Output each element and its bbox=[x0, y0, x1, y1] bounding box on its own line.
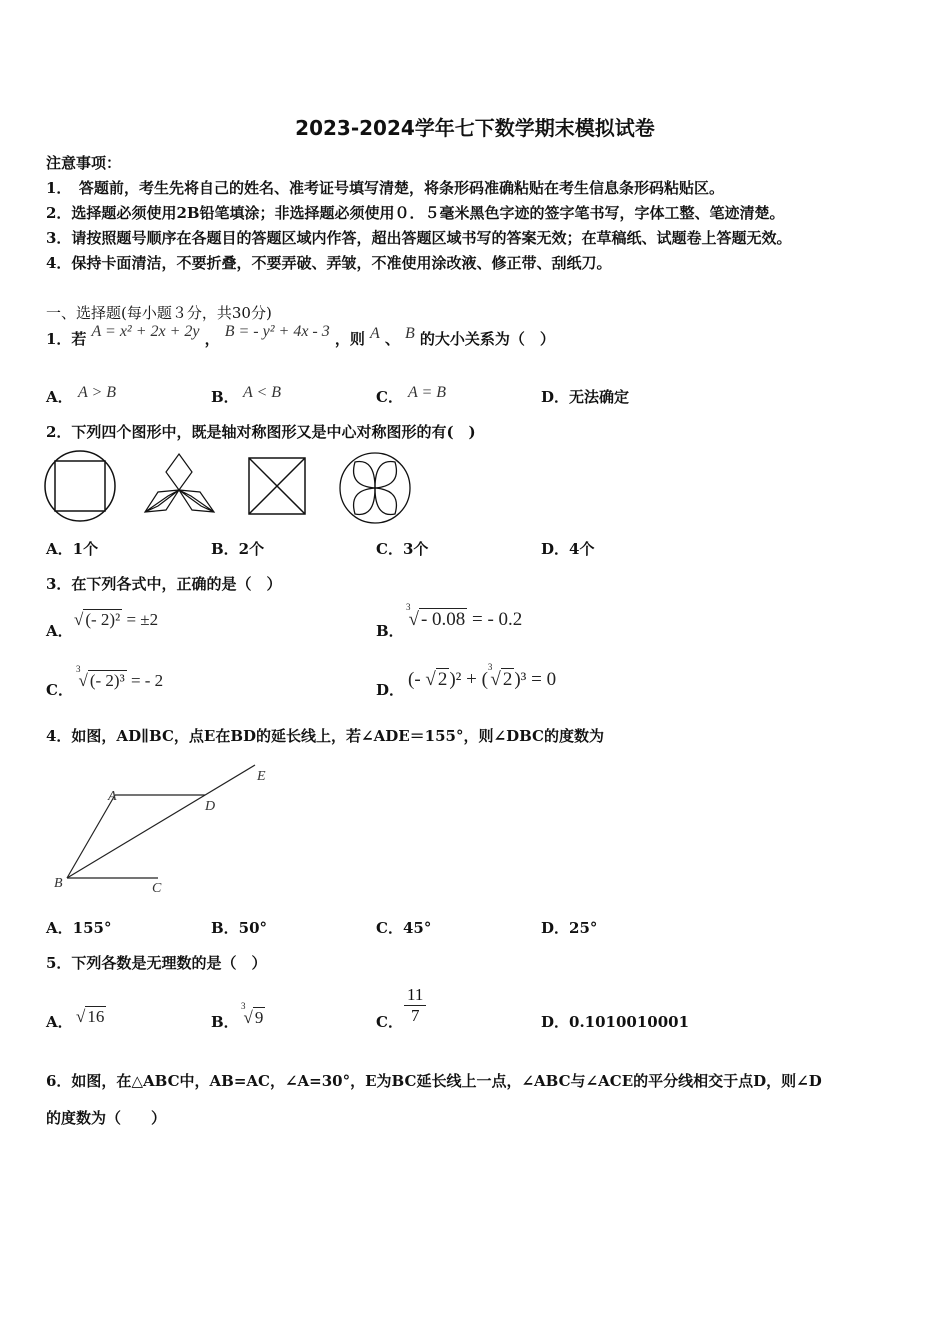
q5-b-radicand: 9 bbox=[254, 1008, 264, 1027]
q3-d-part1: (- bbox=[408, 669, 421, 690]
q1-option-a-label: A． bbox=[46, 388, 73, 406]
q4-figure bbox=[40, 760, 290, 900]
q5-b-index: 3 bbox=[241, 1001, 246, 1011]
line-be bbox=[67, 765, 255, 878]
q5-stem: 5．下列各数是无理数的是（ ） bbox=[46, 954, 267, 972]
q3-c-index: 3 bbox=[76, 664, 81, 674]
q1-option-a: A > B bbox=[78, 384, 117, 401]
label-a: A bbox=[108, 789, 117, 804]
label-d: D bbox=[205, 799, 216, 814]
q1-expr-a: A = x² + 2x + 2y bbox=[91, 323, 200, 340]
q1-option-c-label: C． bbox=[376, 388, 403, 406]
note-item: 4．保持卡面清洁，不要折叠，不要弄破、弄皱，不准使用涂改液、修正带、刮纸刀。 bbox=[46, 254, 612, 272]
q3-d-part4: + ( bbox=[466, 669, 488, 690]
q1-mid: ，则 bbox=[334, 330, 365, 348]
q3-option-a: √ (- 2)² = ±2 bbox=[74, 610, 159, 629]
q6-line1: 6．如图，在△ABC中，AB=AC，∠A=30°，E为BC延长线上一点，∠ABC与∠ACE的平分线相交于点D，则∠D bbox=[46, 1072, 822, 1090]
q3-b-radicand: - 0.08 bbox=[420, 609, 466, 630]
q5-a-radicand: 16 bbox=[87, 1007, 105, 1026]
q4-stem: 4．如图，AD∥BC，点E在BD的延长线上，若∠ADE＝155°，则∠DBC的度数为 bbox=[46, 727, 604, 745]
q1-number: 1．若 bbox=[46, 330, 87, 348]
q1-option-b-label: B． bbox=[211, 388, 239, 406]
q1-option-b: A < B bbox=[243, 384, 282, 401]
q3-b-rhs: = - 0.2 bbox=[472, 609, 523, 630]
note-item: 1． 答题前，考生先将自己的姓名、准考证号填写清楚，将条形码准确粘贴在考生信息条形码粘贴区。 bbox=[46, 179, 724, 197]
question-1 bbox=[46, 323, 555, 349]
q3-d-radicand1: 2 bbox=[437, 669, 448, 690]
q2-figures bbox=[40, 448, 430, 528]
q2-option-d: D．4个 bbox=[541, 540, 595, 558]
q3-label-d: D． bbox=[376, 681, 405, 699]
figure-square-diagonals bbox=[249, 458, 305, 514]
q5-label-c: C． bbox=[376, 1013, 403, 1031]
page-title: 2023-2024学年七下数学期末模拟试卷 bbox=[295, 116, 655, 140]
q3-a-radicand: (- 2)² bbox=[85, 610, 121, 629]
q3-c-rhs: = - 2 bbox=[130, 671, 164, 690]
q5-option-b: $^3$√ 9 bbox=[241, 1001, 264, 1027]
q3-option-b: $^3$√ - 0.08 = - 0.2 bbox=[406, 602, 523, 630]
q5-label-a: A． bbox=[46, 1013, 73, 1031]
q3-label-b: B． bbox=[376, 622, 404, 640]
q5-option-c bbox=[404, 985, 426, 1026]
q1-expr-b: B = - y² + 4x - 3 bbox=[224, 323, 330, 340]
q3-d-radicand2: 2 bbox=[502, 669, 513, 690]
q3-d-part3: )² bbox=[449, 669, 462, 690]
label-b: B bbox=[54, 876, 63, 891]
q5-option-a: √ 16 bbox=[76, 1007, 105, 1026]
figure-three-rhombi bbox=[145, 454, 214, 512]
section-heading: 一、选择题(每小题３分，共30分) bbox=[46, 304, 272, 322]
q3-d-index: 3 bbox=[487, 662, 493, 672]
q2-option-c: C．3个 bbox=[376, 540, 429, 558]
q1-var-b: B bbox=[404, 325, 415, 342]
q1-var-a: A bbox=[369, 325, 380, 342]
q4-option-b: B．50° bbox=[211, 919, 268, 937]
label-c: C bbox=[152, 881, 162, 896]
note-item: 2．选择题必须使用2B铅笔填涂；非选择题必须使用０．５毫米黑色字迹的签字笔书写，字体工整、笔迹清楚。 bbox=[46, 204, 785, 222]
q4-option-a: A．155° bbox=[46, 919, 112, 937]
q3-d-rhs: = 0 bbox=[531, 669, 557, 690]
q4-option-d: D．25° bbox=[541, 919, 598, 937]
q6-line2: 的度数为（ ） bbox=[46, 1109, 167, 1127]
q3-label-a: A． bbox=[46, 622, 73, 640]
label-e: E bbox=[257, 769, 266, 784]
q5-option-d: D．0.1010010001 bbox=[541, 1013, 690, 1031]
note-item: 3．请按照题号顺序在各题目的答题区域内作答，超出答题区域书写的答案无效；在草稿纸、试题卷上答题无效。 bbox=[46, 229, 792, 247]
q1-option-c: A = B bbox=[408, 384, 447, 401]
line-ba bbox=[67, 795, 115, 878]
q5-c-numerator: 11 bbox=[404, 985, 426, 1006]
q3-option-c: $^3$√ (- 2)³ = - 2 bbox=[76, 664, 164, 690]
q3-stem: 3．在下列各式中，正确的是（ ） bbox=[46, 575, 282, 593]
q3-a-rhs: = ±2 bbox=[126, 610, 159, 629]
q3-option-d: (- √ 2 )² + ($^3$√ 2 )³ = 0 bbox=[408, 662, 557, 690]
notes-heading: 注意事项： bbox=[46, 154, 122, 172]
q5-label-b: B． bbox=[211, 1013, 239, 1031]
q3-c-radicand: (- 2)³ bbox=[89, 671, 125, 690]
figure-circle-petals bbox=[340, 453, 410, 523]
q2-option-a: A．1个 bbox=[46, 540, 99, 558]
q5-c-denominator: 7 bbox=[410, 1006, 420, 1025]
figure-circle-square bbox=[45, 451, 115, 521]
q2-stem: 2．下列四个图形中，既是轴对称图形又是中心对称图形的有( ) bbox=[46, 423, 476, 441]
q1-tail: 的大小关系为（ ） bbox=[419, 330, 555, 348]
q1-sep: ， bbox=[204, 330, 220, 348]
q1-dun: 、 bbox=[384, 330, 400, 348]
q3-label-c: C． bbox=[46, 681, 73, 699]
q2-option-b: B．2个 bbox=[211, 540, 265, 558]
q4-option-c: C．45° bbox=[376, 919, 432, 937]
q3-b-index: 3 bbox=[406, 602, 411, 612]
q3-d-part6: )³ bbox=[514, 669, 527, 690]
q1-option-d: D．无法确定 bbox=[541, 388, 630, 406]
